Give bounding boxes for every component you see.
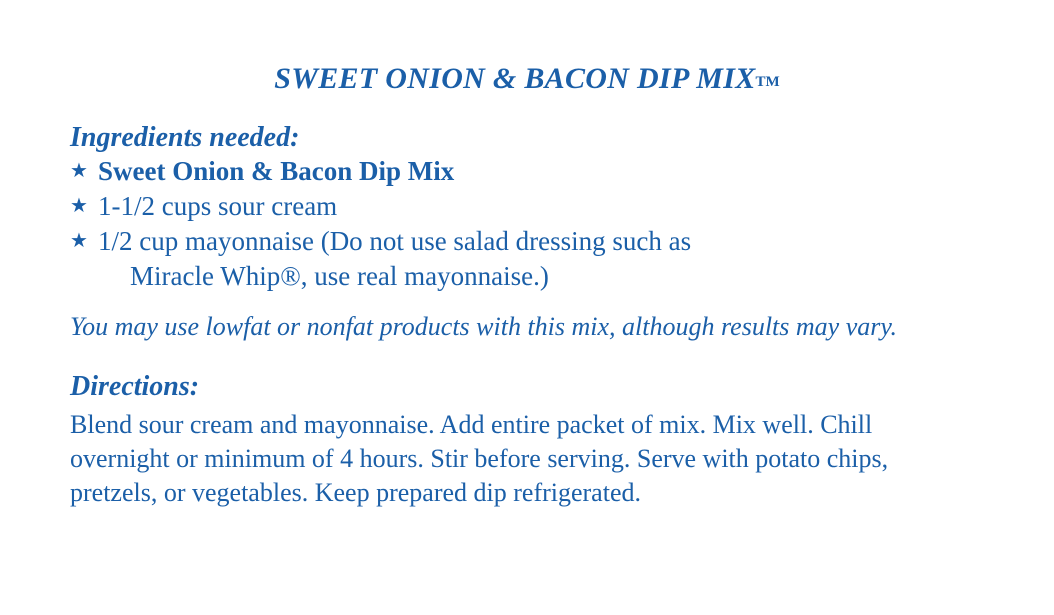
list-item [70,154,984,189]
ingredient-text: 1/2 cup mayonnaise (Do not use salad dressing such as [98,226,692,256]
star-icon: ★ [70,195,88,217]
star-icon: ★ [70,160,88,182]
usage-note: You may use lowfat or nonfat products with this mix, although results may vary. [70,312,897,341]
list-item [70,224,984,294]
ingredient-text: Sweet Onion & Bacon Dip Mix [98,156,455,186]
ingredients-list [70,154,984,294]
list-item [70,189,984,224]
ingredient-text-continued: Miracle Whip®, use real mayonnaise.) [130,261,549,291]
ingredient-text: 1-1/2 cups sour cream [98,191,338,221]
ingredients-heading: Ingredients needed: [70,122,300,153]
page-title [70,62,984,96]
star-icon: ★ [70,230,88,252]
directions-text: Blend sour cream and mayonnaise. Add entire packet of mix. Mix well. Chill overnight or minimum of 4 hours. Stir before serving. Serve with potato chips, pretzels, or vegetables. Keep prepared dip refrigerated. [70,410,889,507]
recipe-card [0,62,1054,615]
trademark-mark: TM [755,74,780,90]
directions-heading: Directions: [70,371,200,402]
page-title-text: SWEET ONION & BACON DIP MIX [274,62,756,95]
